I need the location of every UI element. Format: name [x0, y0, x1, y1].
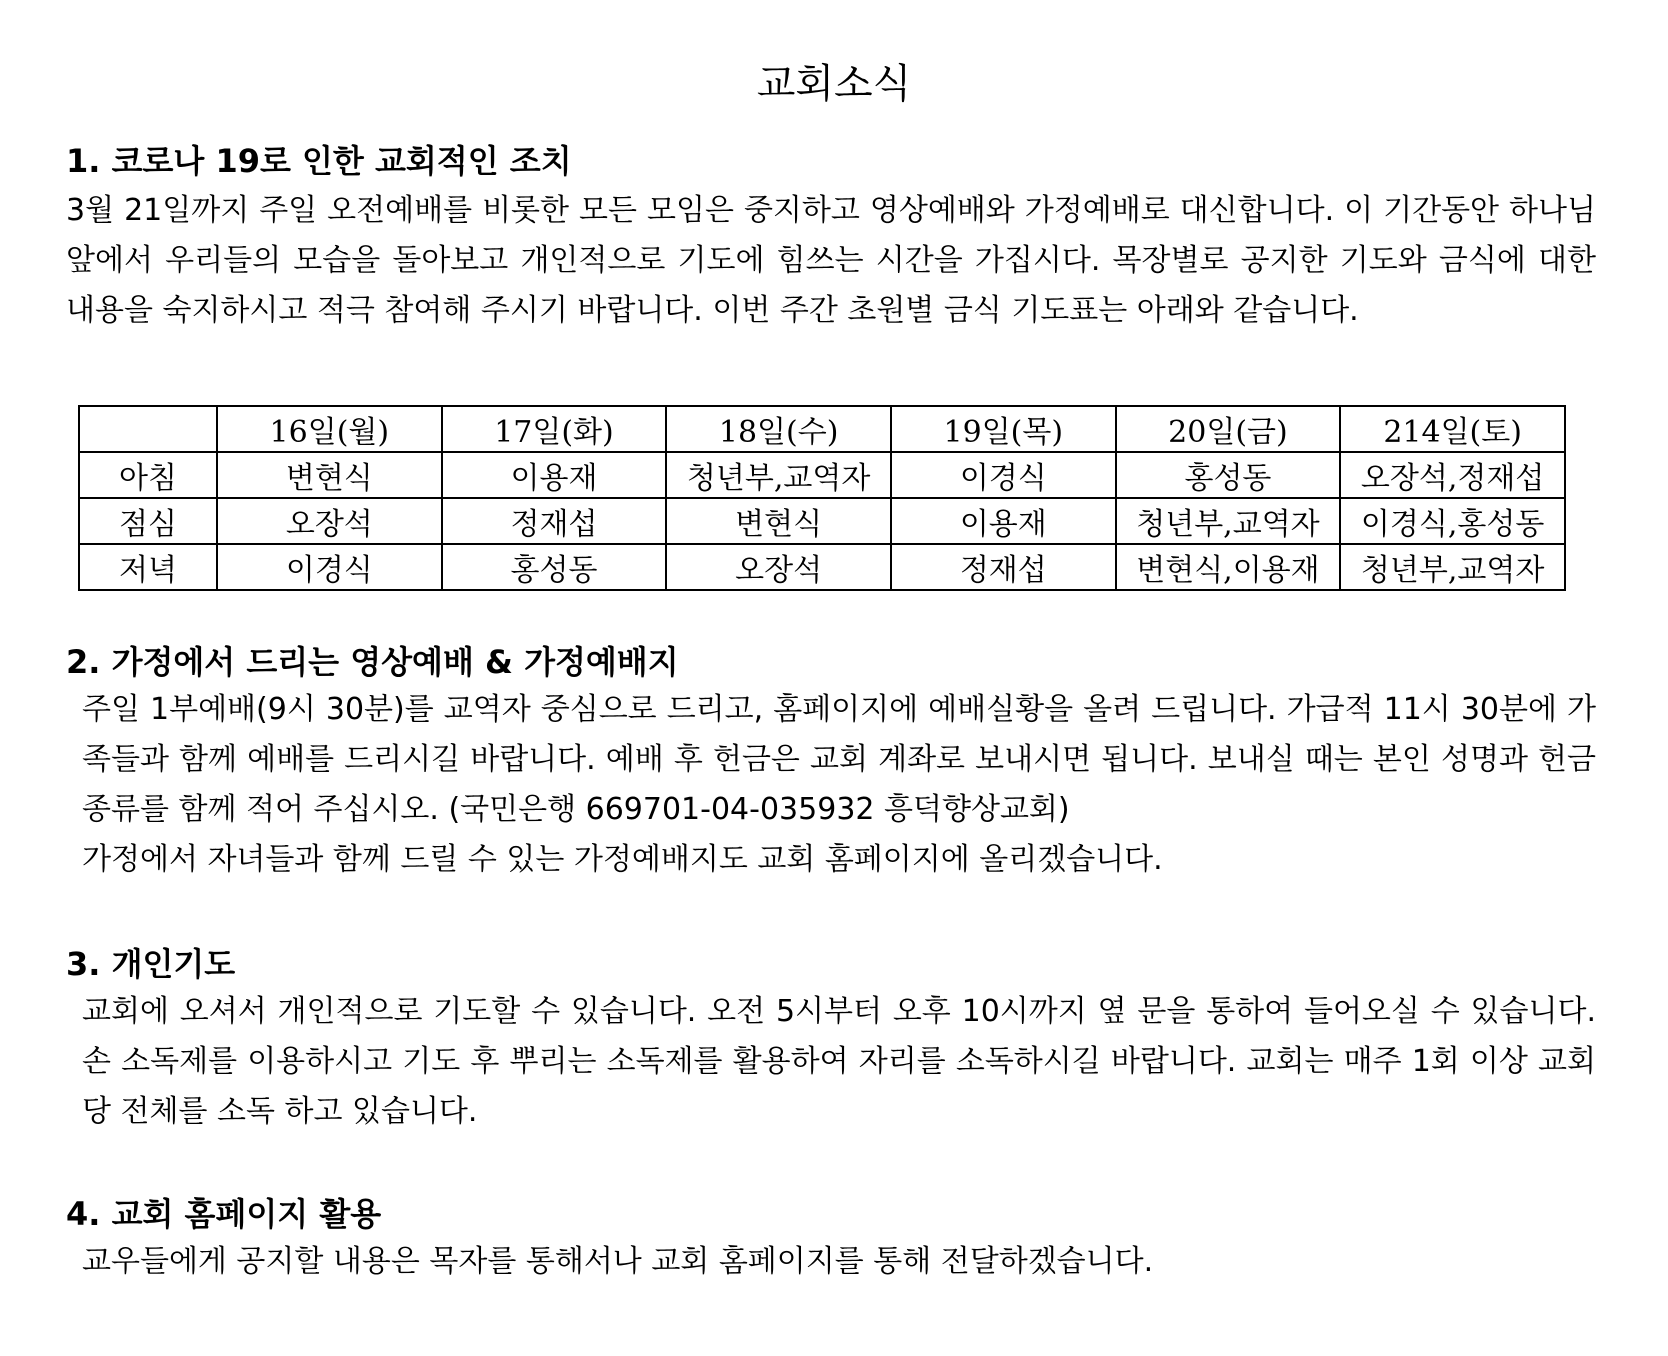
- table-cell: 변현식: [217, 452, 442, 498]
- table-cell: 청년부,교역자: [1340, 544, 1565, 590]
- table-cell: 변현식,이용재: [1116, 544, 1341, 590]
- section-4-body: [82, 1237, 1596, 1287]
- table-cell: 정재섭: [442, 498, 667, 544]
- table-header-cell: [79, 406, 217, 452]
- table-header-cell: 20일(금): [1116, 406, 1341, 452]
- section-4-paragraph: 교우들에게 공지할 내용은 목자를 통해서나 교회 홈페이지를 통해 전달하겠습니다.: [82, 1244, 1154, 1279]
- section-2-heading: 2. 가정에서 드리는 영상예배 & 가정예배지: [66, 643, 679, 681]
- table-header-row: [79, 406, 1565, 452]
- table-header-cell: 19일(목): [891, 406, 1116, 452]
- table-cell: 청년부,교역자: [1116, 498, 1341, 544]
- table-cell: 이경식,홍성동: [1340, 498, 1565, 544]
- table-cell: 이경식: [891, 452, 1116, 498]
- table-cell: 오장석,정재섭: [1340, 452, 1565, 498]
- table-cell: 이용재: [442, 452, 667, 498]
- table-cell: 홍성동: [1116, 452, 1341, 498]
- table-header-cell: 16일(월): [217, 406, 442, 452]
- table-header-cell: 17일(화): [442, 406, 667, 452]
- table-cell: 오장석: [217, 498, 442, 544]
- section-4-heading: 4. 교회 홈페이지 활용: [66, 1195, 382, 1233]
- page-title: 교회소식: [756, 61, 912, 107]
- fasting-prayer-schedule-table: [78, 405, 1566, 591]
- table-cell: 정재섭: [891, 544, 1116, 590]
- table-row-label: 아침: [79, 452, 217, 498]
- section-3-body: [82, 987, 1596, 1137]
- section-1-heading: 1. 코로나 19로 인한 교회적인 조치: [66, 142, 572, 180]
- table-header-cell: 214일(토): [1340, 406, 1565, 452]
- table-header-cell: 18일(수): [666, 406, 891, 452]
- section-2-paragraph: 가정에서 자녀들과 함께 드릴 수 있는 가정예배지도 교회 홈페이지에 올리겠습니다.: [82, 842, 1163, 877]
- table-row-label: 저녁: [79, 544, 217, 590]
- section-1-body: [66, 186, 1596, 336]
- table-cell: 이경식: [217, 544, 442, 590]
- table-cell: 홍성동: [442, 544, 667, 590]
- table-cell: 오장석: [666, 544, 891, 590]
- table-cell: 변현식: [666, 498, 891, 544]
- table-row: [79, 544, 1565, 590]
- table-cell: 이용재: [891, 498, 1116, 544]
- table-row-label: 점심: [79, 498, 217, 544]
- section-3-paragraph: 교회에 오셔서 개인적으로 기도할 수 있습니다. 오전 5시부터 오후 10시까지 옆 문을 통하여 들어오실 수 있습니다. 손 소독제를 이용하시고 기도 후 뿌리는 소독제를 활용하여 자리를 소독하시길 바랍니다. 교회는 매주 1회 이상 교회당 전체를 소독 하고 있습니다.: [82, 994, 1596, 1129]
- section-1-paragraph: 3월 21일까지 주일 오전예배를 비롯한 모든 모임은 중지하고 영상예배와 가정예배로 대신합니다. 이 기간동안 하나님 앞에서 우리들의 모습을 돌아보고 개인적으로 기도에 힘쓰는 시간을 가집시다. 목장별로 공지한 기도와 금식에 대한 내용을 숙지하시고 적극 참여해 주시기 바랍니다. 이번 주간 초원별 금식 기도표는 아래와 같습니다.: [66, 193, 1596, 328]
- section-3-heading: 3. 개인기도: [66, 945, 236, 983]
- table-row: [79, 452, 1565, 498]
- table-row: [79, 498, 1565, 544]
- table-cell: 청년부,교역자: [666, 452, 891, 498]
- section-2-paragraph: 주일 1부예배(9시 30분)를 교역자 중심으로 드리고, 홈페이지에 예배실황을 올려 드립니다. 가급적 11시 30분에 가족들과 함께 예배를 드리시길 바랍니다. 예배 후 헌금은 교회 계좌로 보내시면 됩니다. 보내실 때는 본인 성명과 헌금 종류를 함께 적어 주십시오. (국민은행 669701-04-035932 흥덕향상교회): [82, 692, 1596, 827]
- section-2-body: [82, 685, 1596, 885]
